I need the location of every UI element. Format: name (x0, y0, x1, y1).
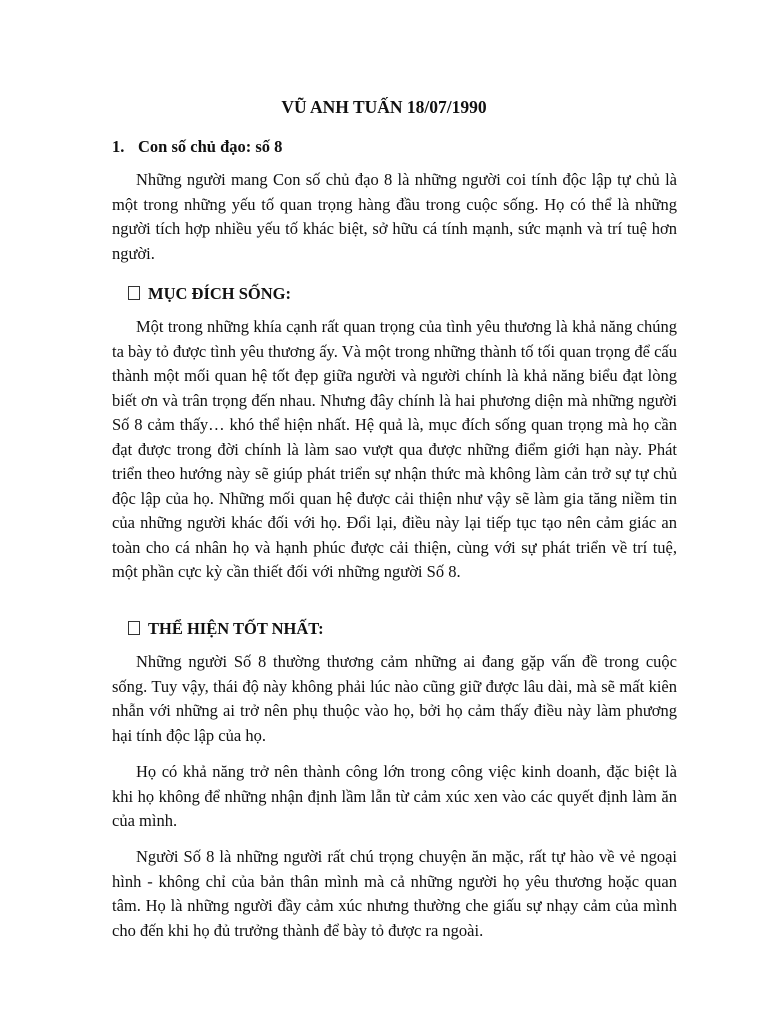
purpose-subheading-label: MỤC ĐÍCH SỐNG: (148, 284, 291, 303)
best-subheading (128, 618, 324, 640)
purpose-paragraph: Một trong những khía cạnh rất quan trọng của tình yêu thương là khả năng chúng ta bày tỏ được tình yêu thương ấy. Và một trong những thành tố tối quan trọng để cấu thành một mối quan hệ tốt đẹp giữa người và người chính là khả năng biểu đạt lòng biết ơn và trân trọng đến nhau. Nhưng đây chính là hai phương diện mà những người Số 8 cảm thấy… khó thể hiện nhất. Hệ quả là, mục đích sống quan trọng mà họ cần đạt được trong đời chính là làm sao vượt qua được những điểm giới hạn này. Phát triển theo hướng này sẽ giúp phát triển sự nhận thức mà không làm cản trở sự tự chủ độc lập của họ. Những mối quan hệ được cải thiện như vậy sẽ làm gia tăng niềm tin của những người khác đối với họ. Đổi lại, điều này lại tiếp tục tạo nên cảm giác an toàn cho cá nhân họ và hạnh phúc được cải thiện, cùng với sự phát triển về trí tuệ, một phần cực kỳ cần thiết đối với những người Số 8. (112, 317, 677, 581)
section-title: Con số chủ đạo: số 8 (138, 137, 283, 156)
intro-paragraph: Những người mang Con số chủ đạo 8 là những người coi tính độc lập tự chủ là một trong những yếu tố quan trọng hàng đầu trong cuộc sống. Họ có thể là những người tích hợp nhiều yếu tố khác biệt, sở hữu cá tính mạnh, sức mạnh và trí tuệ hơn người. (112, 170, 677, 263)
section-number: 1. (112, 137, 125, 156)
best-paragraph-2: Họ có khả năng trở nên thành công lớn trong công việc kinh doanh, đặc biệt là khi họ không để những nhận định lầm lẫn từ cảm xúc xen vào các quyết định làm ăn của mình. (112, 762, 677, 830)
document-title: VŨ ANH TUẤN 18/07/1990 (281, 97, 487, 117)
missing-glyph-box-icon (128, 286, 140, 300)
best-paragraph-3: Người Số 8 là những người rất chú trọng chuyện ăn mặc, rất tự hào về vẻ ngoại hình - không chỉ của bản thân mình mà cả những người họ yêu thương hoặc quan tâm. Họ là những người đầy cảm xúc nhưng thường che giấu sự nhạy cảm của mình cho đến khi họ đủ trưởng thành để bày tỏ được ra ngoài. (112, 847, 677, 940)
section-heading (112, 136, 282, 158)
best-subheading-label: THỂ HIỆN TỐT NHẤT: (148, 619, 324, 638)
best-paragraph-1: Những người Số 8 thường thương cảm những ai đang gặp vấn đề trong cuộc sống. Tuy vậy, thái độ này không phải lúc nào cũng giữ được lâu dài, mà sẽ mất kiên nhẫn với những ai trở nên phụ thuộc vào họ, bởi họ cảm thấy điều này làm phương hại tính độc lập của họ. (112, 652, 677, 745)
missing-glyph-box-icon (128, 621, 140, 635)
purpose-subheading (128, 283, 291, 305)
